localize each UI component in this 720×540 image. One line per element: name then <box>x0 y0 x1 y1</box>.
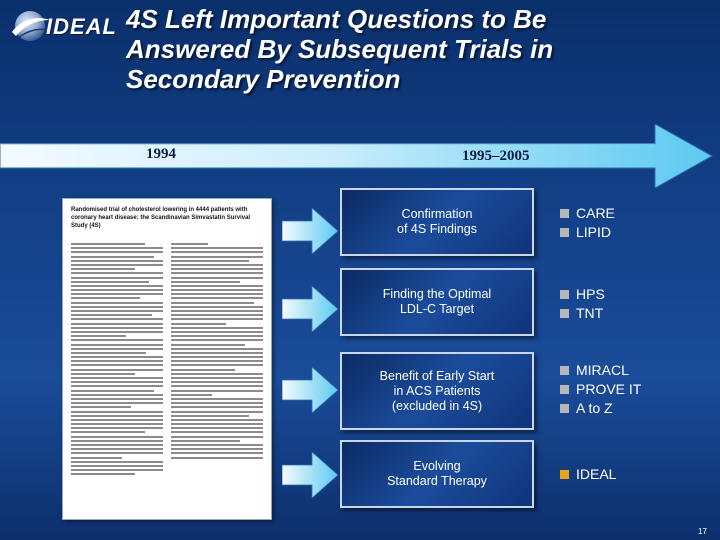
bullet-square-icon <box>560 366 569 375</box>
question-box-2-line-2: LDL-C Target <box>399 302 475 316</box>
bullet-square-icon <box>560 209 569 218</box>
row-arrow-4 <box>282 452 338 498</box>
question-box-1-line-1: Confirmation <box>401 207 473 221</box>
bullet-square-icon <box>560 470 569 479</box>
row-arrow-1 <box>282 208 338 254</box>
trial-name: TNT <box>576 305 604 321</box>
trial-name: A to Z <box>576 400 613 416</box>
trial-name: CARE <box>576 205 615 221</box>
bullet-square-icon <box>560 309 569 318</box>
trial-item <box>560 304 710 323</box>
bullet-square-icon <box>560 228 569 237</box>
row-arrow-3 <box>282 367 338 413</box>
trial-name: PROVE IT <box>576 381 642 397</box>
title-line-2: Answered By Subsequent Trials in <box>126 34 554 64</box>
question-box-3 <box>340 352 534 430</box>
row-arrow-2 <box>282 286 338 332</box>
title-line-1: 4S Left Important Questions to Be <box>126 4 547 34</box>
trial-item <box>560 285 710 304</box>
trial-name: HPS <box>576 286 605 302</box>
article-headline: Randomised trial of cholesterol lowering in 4444 patients with coronary heart disease: the Scandinavian Simvastatin Survival Study (4S) <box>71 207 251 229</box>
trial-list-2 <box>560 285 710 323</box>
trial-name: IDEAL <box>576 466 617 482</box>
article-column-left <box>71 243 163 478</box>
question-box-2-line-1: Finding the Optimal <box>382 287 492 301</box>
bullet-square-icon <box>560 385 569 394</box>
question-box-4-line-2: Standard Therapy <box>387 474 487 488</box>
question-box-3-line-3: (excluded in 4S) <box>391 398 483 413</box>
trial-item <box>560 223 710 242</box>
bullet-square-icon <box>560 290 569 299</box>
timeline-arrow <box>0 124 720 188</box>
trial-list-3 <box>560 361 710 418</box>
trial-list-4 <box>560 465 710 484</box>
trial-item <box>560 361 710 380</box>
title-line-3: Secondary Prevention <box>126 64 401 94</box>
trial-item <box>560 204 710 223</box>
question-box-1-line-2: of 4S Findings <box>397 222 477 236</box>
page-number: 17 <box>698 527 707 536</box>
article-thumbnail <box>62 198 272 520</box>
timeline-start-label: 1994 <box>146 146 176 162</box>
question-box-2 <box>340 268 534 336</box>
logo-wordmark: IDEAL <box>46 14 117 39</box>
trial-list-1 <box>560 204 710 242</box>
timeline-range-label: 1995–2005 <box>462 148 530 164</box>
question-box-4 <box>340 440 534 508</box>
question-box-3-line-1: Benefit of Early Start <box>379 368 495 383</box>
bullet-square-icon <box>560 404 569 413</box>
trial-item <box>560 380 710 399</box>
trial-item <box>560 399 710 418</box>
trial-name: MIRACL <box>576 362 629 378</box>
article-column-right <box>171 243 263 461</box>
trial-item <box>560 465 710 484</box>
slide-title <box>126 4 706 94</box>
trial-name: LIPID <box>576 224 612 240</box>
question-box-1 <box>340 188 534 256</box>
question-box-4-line-1: Evolving <box>413 459 461 473</box>
question-box-3-line-2: in ACS Patients <box>393 383 481 398</box>
